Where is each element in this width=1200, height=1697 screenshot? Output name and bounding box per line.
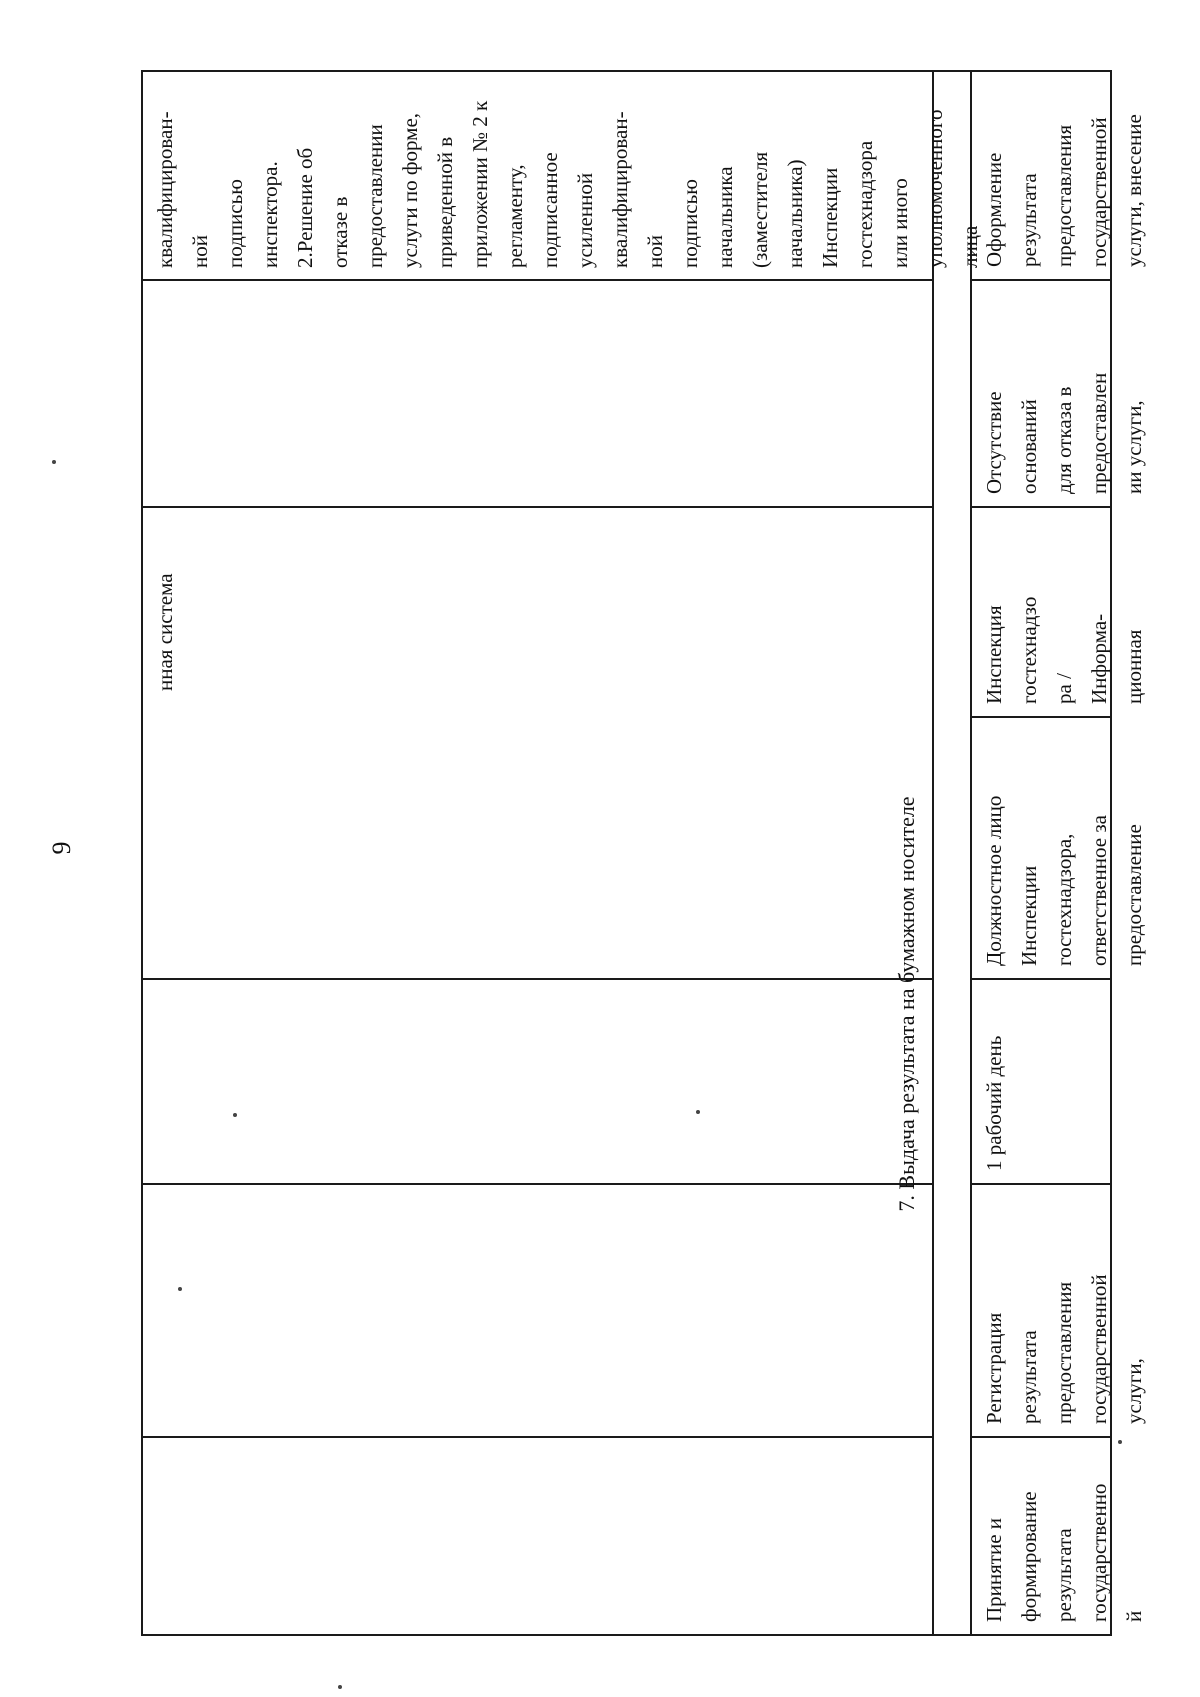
cell-line: предоставления <box>1052 124 1076 267</box>
cell-line: приведенной в <box>433 136 457 268</box>
column-divider <box>970 1183 1111 1185</box>
cell-line: й <box>1122 1610 1146 1622</box>
cell-line: подписью <box>223 179 247 268</box>
cell-line: результата <box>1052 1528 1076 1622</box>
cell-line: уполномоченного <box>923 109 947 268</box>
scan-speck <box>52 460 56 464</box>
column-divider <box>970 716 1111 718</box>
cell-line: квалифицирован- <box>153 111 177 268</box>
cell-line: Информа- <box>1087 613 1111 704</box>
cell-line: усиленной <box>573 172 597 268</box>
cell-line: подписанное <box>538 152 562 268</box>
cell-line: Инспекция <box>982 605 1006 704</box>
cell-line: государственной <box>1087 1274 1111 1424</box>
cell-line: оснований <box>1017 399 1041 494</box>
column-divider <box>141 279 934 281</box>
cell-line: подписью <box>678 179 702 268</box>
cell-line: Регистрация <box>982 1312 1006 1424</box>
cell-line: начальника <box>713 166 737 268</box>
cell-line: ной <box>188 235 212 268</box>
cell-line: предоставления <box>1052 1281 1076 1424</box>
scan-speck <box>696 1110 700 1114</box>
cell-line: или иного <box>888 178 912 268</box>
cell-line: инспектора. <box>258 161 282 268</box>
column-divider <box>970 279 1111 281</box>
cell-line: Инспекции <box>818 167 842 268</box>
column-divider <box>141 978 934 980</box>
cell-line: ной <box>643 235 667 268</box>
cell-line: предоставлении <box>363 124 387 268</box>
cell-line: предоставлен <box>1087 372 1111 494</box>
cell-line: ционная <box>1122 629 1146 704</box>
cell-registration <box>977 1274 1152 1424</box>
cell-line: Оформление <box>982 152 1006 267</box>
cell-line: результата <box>1017 173 1041 267</box>
cell-line: Отсутствие <box>982 391 1006 494</box>
cell-responsible-official <box>977 796 1152 966</box>
cell-line: 1 рабочий день <box>982 1035 1006 1171</box>
scan-speck <box>233 1113 237 1117</box>
cell-line: предоставление <box>1122 824 1146 966</box>
prev-cell-system <box>148 573 183 691</box>
table-border-top <box>141 70 1112 72</box>
table-border-bottom <box>141 1634 1112 1636</box>
cell-duration <box>977 1036 1012 1171</box>
cell-no-grounds <box>977 373 1152 494</box>
cell-line: нная система <box>153 573 177 691</box>
cell-line: начальника) <box>783 159 807 268</box>
cell-line: приложении № 2 к <box>468 100 492 268</box>
prev-cell-signature-and-refusal <box>148 101 988 268</box>
cell-line: 2.Решение об <box>293 147 317 268</box>
table-border-left <box>141 70 143 1636</box>
cell-line: ра / <box>1052 673 1076 704</box>
page-number: 9 <box>47 841 76 855</box>
section-band-border <box>932 70 934 1636</box>
cell-line: услуги, <box>1122 1358 1146 1424</box>
cell-line: гостехнадзора, <box>1052 833 1076 966</box>
cell-line: отказе в <box>328 196 352 268</box>
scan-speck <box>338 1685 342 1689</box>
cell-line: Должностное лицо <box>982 795 1006 966</box>
column-divider <box>970 506 1111 508</box>
cell-line: услуги по форме, <box>398 112 422 268</box>
scan-speck <box>178 1287 182 1291</box>
cell-line: регламенту, <box>503 164 527 268</box>
cell-result-formatting <box>977 114 1152 267</box>
cell-line: государственно <box>1087 1483 1111 1622</box>
column-divider <box>970 978 1111 980</box>
cell-line: ответственное за <box>1087 815 1111 966</box>
column-divider <box>970 1436 1111 1438</box>
cell-line: квалифицирован- <box>608 111 632 268</box>
section-band-border <box>970 70 972 1636</box>
scan-speck <box>1118 1440 1122 1444</box>
cell-line: государственной <box>1087 117 1111 267</box>
cell-line: для отказа в <box>1052 386 1076 494</box>
cell-acceptance <box>977 1484 1152 1622</box>
cell-inspection-system <box>977 597 1152 704</box>
cell-line: результата <box>1017 1330 1041 1424</box>
cell-line: формирование <box>1017 1491 1041 1622</box>
column-divider <box>141 506 934 508</box>
cell-line: Принятие и <box>982 1517 1006 1622</box>
cell-line: ии услуги, <box>1122 400 1146 494</box>
cell-line: услуги, внесение <box>1122 114 1146 267</box>
column-divider <box>141 1436 934 1438</box>
cell-line: (заместителя <box>748 151 772 268</box>
cell-line: гостехнадзо <box>1017 596 1041 704</box>
section-title: 7. Выдача результата на бумажном носителе <box>894 796 919 1212</box>
cell-line: лица <box>958 225 982 268</box>
column-divider <box>141 1183 934 1185</box>
cell-line: Инспекции <box>1017 865 1041 966</box>
cell-line: гостехнадзора <box>853 140 877 268</box>
